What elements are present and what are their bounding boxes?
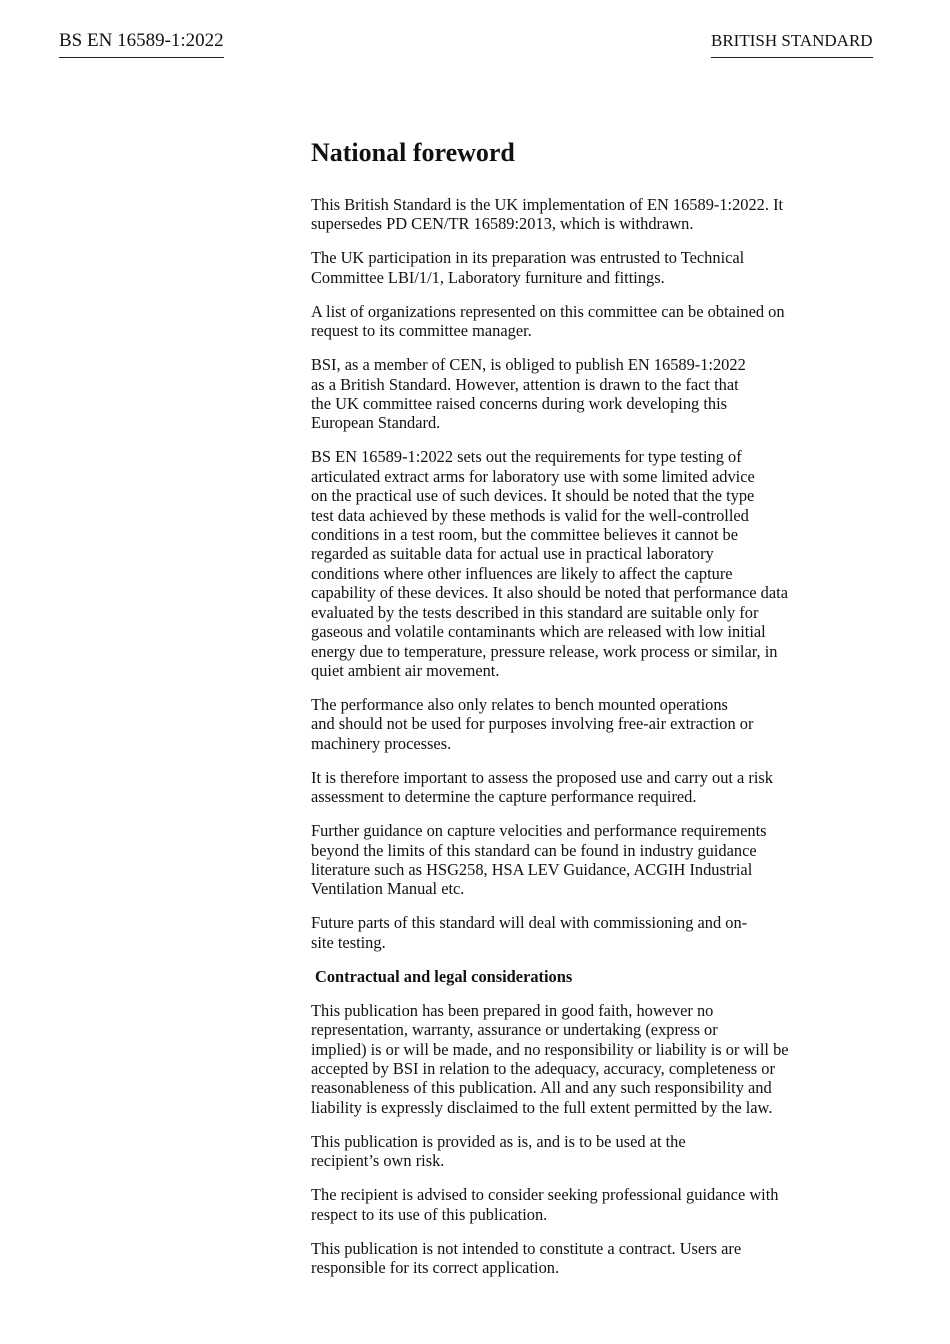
- text-line: beyond the limits of this standard can be found in industry guidance: [311, 840, 757, 860]
- paragraph: [311, 355, 867, 433]
- text-line: The UK participation in its preparation was entrusted to Technical: [311, 248, 745, 268]
- text-line: and should not be used for purposes involving free-air extraction or: [311, 714, 754, 734]
- text-line: conditions in a test room, but the committee believes it cannot be: [311, 525, 738, 545]
- text-line: It is therefore important to assess the proposed use and carry out a risk: [311, 767, 773, 787]
- text-line: conditions where other influences are likely to affect the capture: [311, 563, 733, 583]
- text-line: Committee LBI/1/1, Laboratory furniture and fittings.: [311, 267, 665, 287]
- text-line: capability of these devices. It also should be noted that performance data: [311, 583, 788, 603]
- text-line: site testing.: [311, 932, 386, 952]
- paragraph: [311, 913, 867, 952]
- text-line: articulated extract arms for laboratory use with some limited advice: [311, 466, 755, 486]
- paragraph: [311, 195, 867, 234]
- paragraph: [311, 768, 867, 807]
- text-line: Ventilation Manual etc.: [311, 879, 465, 899]
- text-line: as a British Standard. However, attention is drawn to the fact that: [311, 374, 739, 394]
- foreword-body: [311, 195, 867, 952]
- text-line: supersedes PD CEN/TR 16589:2013, which is withdrawn.: [311, 214, 694, 234]
- text-line: reasonableness of this publication. All and any such responsibility and: [311, 1078, 772, 1098]
- text-line: recipient’s own risk.: [311, 1151, 445, 1171]
- text-line: on the practical use of such devices. It should be noted that the type: [311, 486, 755, 506]
- text-line: assessment to determine the capture performance required.: [311, 787, 697, 807]
- text-line: accepted by BSI in relation to the adequacy, accuracy, completeness or: [311, 1058, 775, 1078]
- paragraph: [311, 302, 867, 341]
- text-line: Future parts of this standard will deal with commissioning and on-: [311, 913, 748, 933]
- text-line: implied) is or will be made, and no responsibility or liability is or will be: [311, 1039, 789, 1059]
- text-line: machinery processes.: [311, 733, 452, 753]
- paragraph: [311, 248, 867, 287]
- text-line: This British Standard is the UK implementation of EN 16589-1:2022. It: [311, 195, 784, 214]
- text-line: literature such as HSG258, HSA LEV Guidance, ACGIH Industrial: [311, 859, 753, 879]
- paragraph: [311, 1185, 867, 1224]
- text-line: This publication has been prepared in good faith, however no: [311, 1000, 714, 1020]
- text-line: the UK committee raised concerns during work developing this: [311, 394, 728, 414]
- paragraph: [311, 695, 867, 753]
- main-content: [311, 137, 867, 1292]
- text-line: request to its committee manager.: [311, 321, 532, 341]
- series-label: BRITISH STANDARD: [711, 29, 873, 58]
- text-line: This publication is not intended to constitute a contract. Users are: [311, 1238, 742, 1258]
- text-line: A list of organizations represented on this committee can be obtained on: [311, 301, 785, 321]
- document-id: BS EN 16589-1:2022: [59, 29, 224, 58]
- text-line: gaseous and volatile contaminants which are released with low initial: [311, 622, 766, 642]
- text-line: respect to its use of this publication.: [311, 1204, 548, 1224]
- paragraph: [311, 1239, 867, 1278]
- text-line: BS EN 16589-1:2022 sets out the requirements for type testing of: [311, 447, 742, 467]
- paragraph: [311, 821, 867, 899]
- text-line: BSI, as a member of CEN, is obliged to publish EN 16589-1:2022: [311, 355, 746, 375]
- paragraph: [311, 1001, 867, 1117]
- text-line: responsible for its correct application.: [311, 1258, 560, 1277]
- page-title: National foreword: [311, 138, 515, 167]
- text-line: quiet ambient air movement.: [311, 660, 500, 680]
- text-line: evaluated by the tests described in this standard are suitable only for: [311, 602, 759, 622]
- text-line: regarded as suitable data for actual use in practical laboratory: [311, 544, 714, 564]
- text-line: The recipient is advised to consider seeking professional guidance with: [311, 1185, 779, 1205]
- text-line: The performance also only relates to bench mounted operations: [311, 694, 728, 714]
- text-line: representation, warranty, assurance or undertaking (express or: [311, 1020, 718, 1040]
- text-line: European Standard.: [311, 413, 441, 433]
- text-line: Further guidance on capture velocities and performance requirements: [311, 821, 767, 841]
- text-line: liability is expressly disclaimed to the full extent permitted by the law.: [311, 1097, 773, 1117]
- text-line: test data achieved by these methods is valid for the well-controlled: [311, 505, 749, 525]
- legal-body: [311, 1001, 867, 1278]
- paragraph: [311, 1132, 867, 1171]
- text-line: energy due to temperature, pressure release, work process or similar, in: [311, 641, 778, 661]
- paragraph: [311, 447, 867, 680]
- text-line: This publication is provided as is, and is to be used at the: [311, 1131, 686, 1151]
- section-heading: Contractual and legal considerations: [315, 966, 573, 986]
